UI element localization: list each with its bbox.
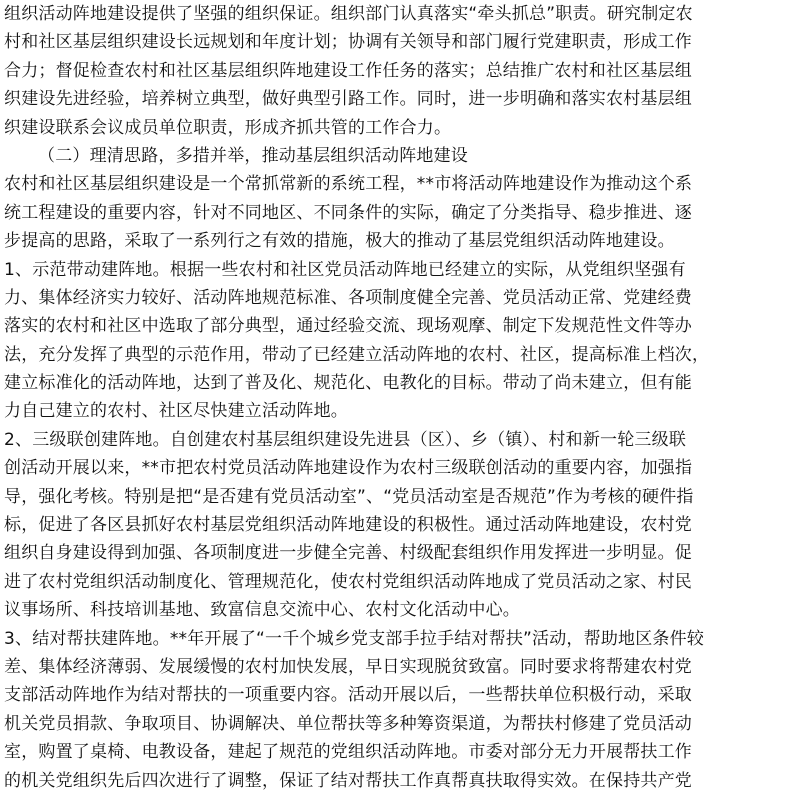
text-line: 织建设先进经验，培养树立典型，做好典型引路工作。同时，进一步明确和落实农村基层组 — [4, 89, 692, 110]
text-line: 力自己建立的农村、社区尽快建立活动阵地。 — [4, 401, 348, 422]
text-line: 进了农村党组织活动制度化、管理规范化，使农村党组织活动阵地成了党员活动之家、村民 — [4, 571, 692, 592]
text-line: 差、集体经济薄弱、发展缓慢的农村加快发展，早日实现脱贫致富。同时要求将帮建农村党 — [4, 656, 692, 677]
text-line: 组织活动阵地建设提供了坚强的组织保证。组织部门认真落实“牵头抓总”职责。研究制定农 — [4, 4, 693, 24]
text-line: 机关党员捐款、争取项目、协调解决、单位帮扶等多种筹资渠道，为帮扶村修建了党员活动 — [4, 713, 692, 734]
text-line: 1、示范带动建阵地。根据一些农村和社区党员活动阵地已经建立的实际，从党组织坚强有 — [4, 259, 686, 280]
text-line: 步提高的思路，采取了一系列行之有效的措施，极大的推动了基层党组织活动阵地建设。 — [4, 231, 675, 252]
text-line: 标，促进了各区县抓好农村基层党组织活动阵地建设的积极性。通过活动阵地建设，农村党 — [4, 515, 692, 536]
text-line: 力、集体经济实力较好、活动阵地规范标准、各项制度健全完善、党员活动正常、党建经费 — [4, 287, 692, 308]
text-line: 织建设联系会议成员单位职责，形成齐抓共管的工作合力。 — [4, 117, 452, 138]
text-line: 村和社区基层组织建设长远规划和年度计划；协调有关领导和部门履行党建职责，形成工作 — [4, 32, 692, 53]
text-line: 法，充分发挥了典型的示范作用，带动了已经建立活动阵地的农村、社区，提高标准上档次， — [4, 344, 710, 365]
text-line: 创活动开展以来，**市把农村党员活动阵地建设作为农村三级联创活动的重要内容，加强指 — [4, 458, 693, 479]
text-line: 统工程建设的重要内容，针对不同地区、不同条件的实际，确定了分类指导、稳步推进、逐 — [4, 202, 692, 223]
text-line: 落实的农村和社区中选取了部分典型，通过经验交流、现场观摩、制定下发规范性文件等办 — [4, 316, 692, 337]
text-line: 建立标准化的活动阵地，达到了普及化、规范化、电教化的目标。带动了尚未建立，但有能 — [4, 373, 692, 394]
text-line: 3、结对帮扶建阵地。**年开展了“一千个城乡党支部手拉手结对帮扶”活动，帮助地区条件较 — [4, 628, 705, 649]
text-line: 2、三级联创建阵地。自创建农村基层组织建设先进县（区）、乡（镇）、村和新一轮三级联 — [4, 429, 687, 450]
document-body — [4, 0, 796, 795]
text-line: 导，强化考核。特别是把“是否建有党员活动室”、“党员活动室是否规范”作为考核的硬件指 — [4, 486, 694, 507]
text-line: 组织自身建设得到加强、各项制度进一步健全完善、村级配套组织作用发挥进一步明显。促 — [4, 543, 692, 564]
text-line: 支部活动阵地作为结对帮扶的一项重要内容。活动开展以后，一些帮扶单位积极行动，采取 — [4, 685, 692, 706]
text-line: 议事场所、科技培训基地、致富信息交流中心、农村文化活动中心。 — [4, 600, 520, 621]
text-line: 的机关党组织先后四次进行了调整，保证了结对帮扶工作真帮真扶取得实效。在保持共产党 — [4, 770, 692, 791]
text-line: 室，购置了桌椅、电教设备，建起了规范的党组织活动阵地。市委对部分无力开展帮扶工作 — [4, 742, 692, 763]
section-heading: （二）理清思路，多措并举，推动基层组织活动阵地建设 — [38, 145, 468, 166]
text-line: 合力；督促检查农村和社区基层组织阵地建设工作任务的落实；总结推广农村和社区基层组 — [4, 60, 692, 81]
text-line: 农村和社区基层组织建设是一个常抓常新的系统工程，**市将活动阵地建设作为推动这个系 — [4, 174, 693, 195]
